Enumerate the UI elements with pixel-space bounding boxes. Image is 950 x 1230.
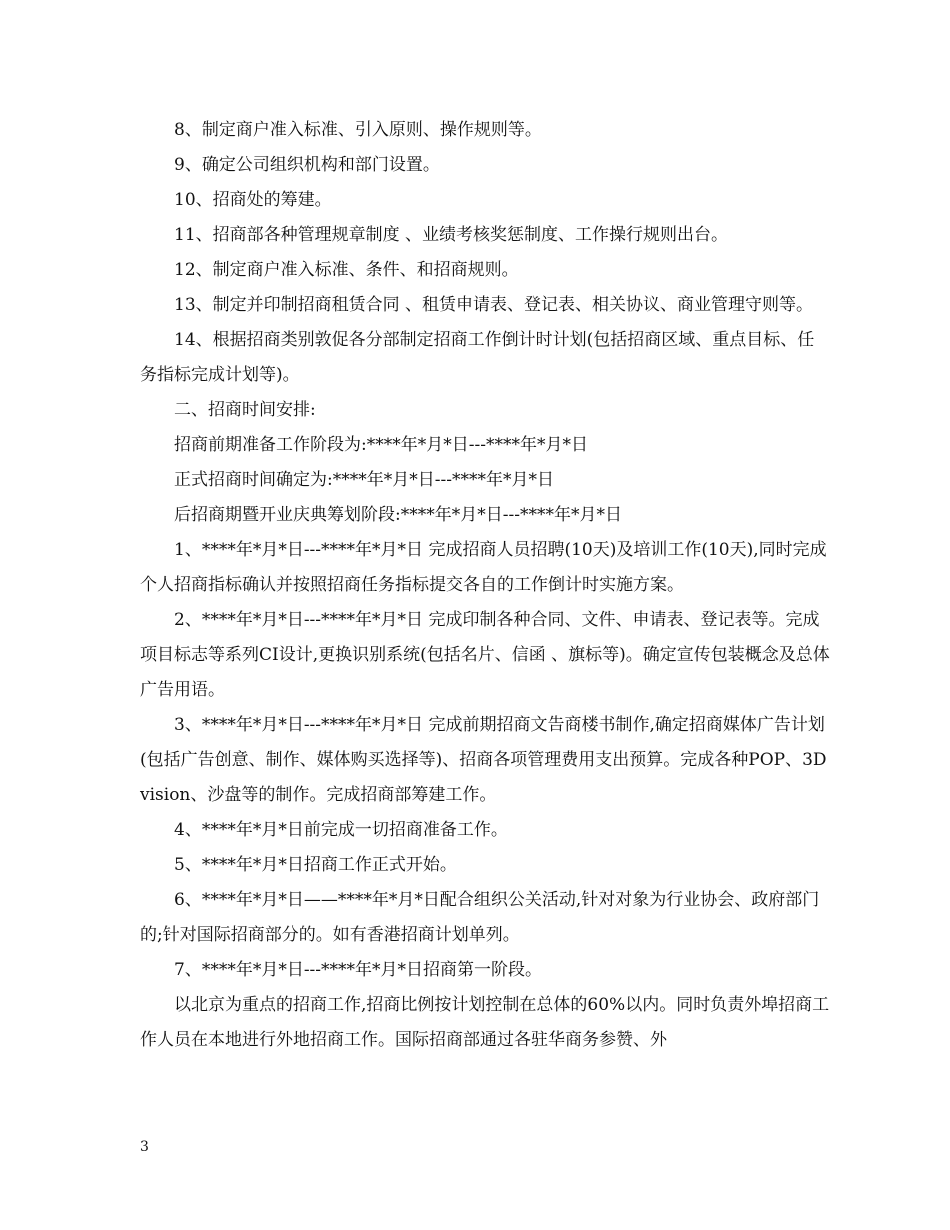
paragraph: 7、****年*月*日---****年*月*日招商第一阶段。 <box>174 960 543 980</box>
paragraph: 13、制定并印制招商租赁合同 、租赁申请表、登记表、相关协议、商业管理守则等。 <box>174 295 814 315</box>
paragraph: 9、确定公司组织机构和部门设置。 <box>174 155 440 175</box>
paragraph: 5、****年*月*日招商工作正式开始。 <box>174 855 457 875</box>
paragraph: 1、****年*月*日---****年*月*日 完成招商人员招聘(10天)及培训工作(10天),同时完成个人招商指标确认并按照招商任务指标提交各自的工作倒计时实施方案。 <box>140 540 827 595</box>
paragraph: 6、****年*月*日——****年*月*日配合组织公关活动,针对对象为行业协会、政府部门的;针对国际招商部分的。如有香港招商计划单列。 <box>140 890 820 945</box>
paragraph: 8、制定商户准入标准、引入原则、操作规则等。 <box>174 120 542 140</box>
paragraph: 后招商期暨开业庆典筹划阶段:****年*月*日---****年*月*日 <box>174 505 622 525</box>
section-heading: 二、招商时间安排: <box>174 400 316 420</box>
paragraph: 4、****年*月*日前完成一切招商准备工作。 <box>174 820 508 840</box>
paragraph: 14、根据招商类别敦促各分部制定招商工作倒计时计划(包括招商区域、重点目标、任务指标完成计划等)。 <box>140 330 815 385</box>
paragraph: 以北京为重点的招商工作,招商比例按计划控制在总体的60%以内。同时负责外埠招商工作人员在本地进行外地招商工作。国际招商部通过各驻华商务参赞、外 <box>140 995 830 1050</box>
paragraph: 招商前期准备工作阶段为:****年*月*日---****年*月*日 <box>174 435 588 455</box>
page-number: 3 <box>140 1139 149 1155</box>
paragraph: 正式招商时间确定为:****年*月*日---****年*月*日 <box>174 470 554 490</box>
paragraph: 12、制定商户准入标准、条件、和招商规则。 <box>174 260 519 280</box>
paragraph: 3、****年*月*日---****年*月*日 完成前期招商文告商楼书制作,确定招商媒体广告计划(包括广告创意、制作、媒体购买选择等)、招商各项管理费用支出预算。完成各种POP、3D vision、沙盘等的制作。完成招商部筹建工作。 <box>140 715 832 805</box>
body-text <box>140 113 830 1058</box>
paragraph: 10、招商处的筹建。 <box>174 190 332 210</box>
paragraph: 2、****年*月*日---****年*月*日 完成印制各种合同、文件、申请表、登记表等。完成项目标志等系列CI设计,更换识别系统(包括名片、信函 、旗标等)。确定宣传包装概念及总体广告用语。 <box>140 610 830 700</box>
paragraph: 11、招商部各种管理规章制度 、业绩考核奖惩制度、工作操行规则出台。 <box>174 225 729 245</box>
